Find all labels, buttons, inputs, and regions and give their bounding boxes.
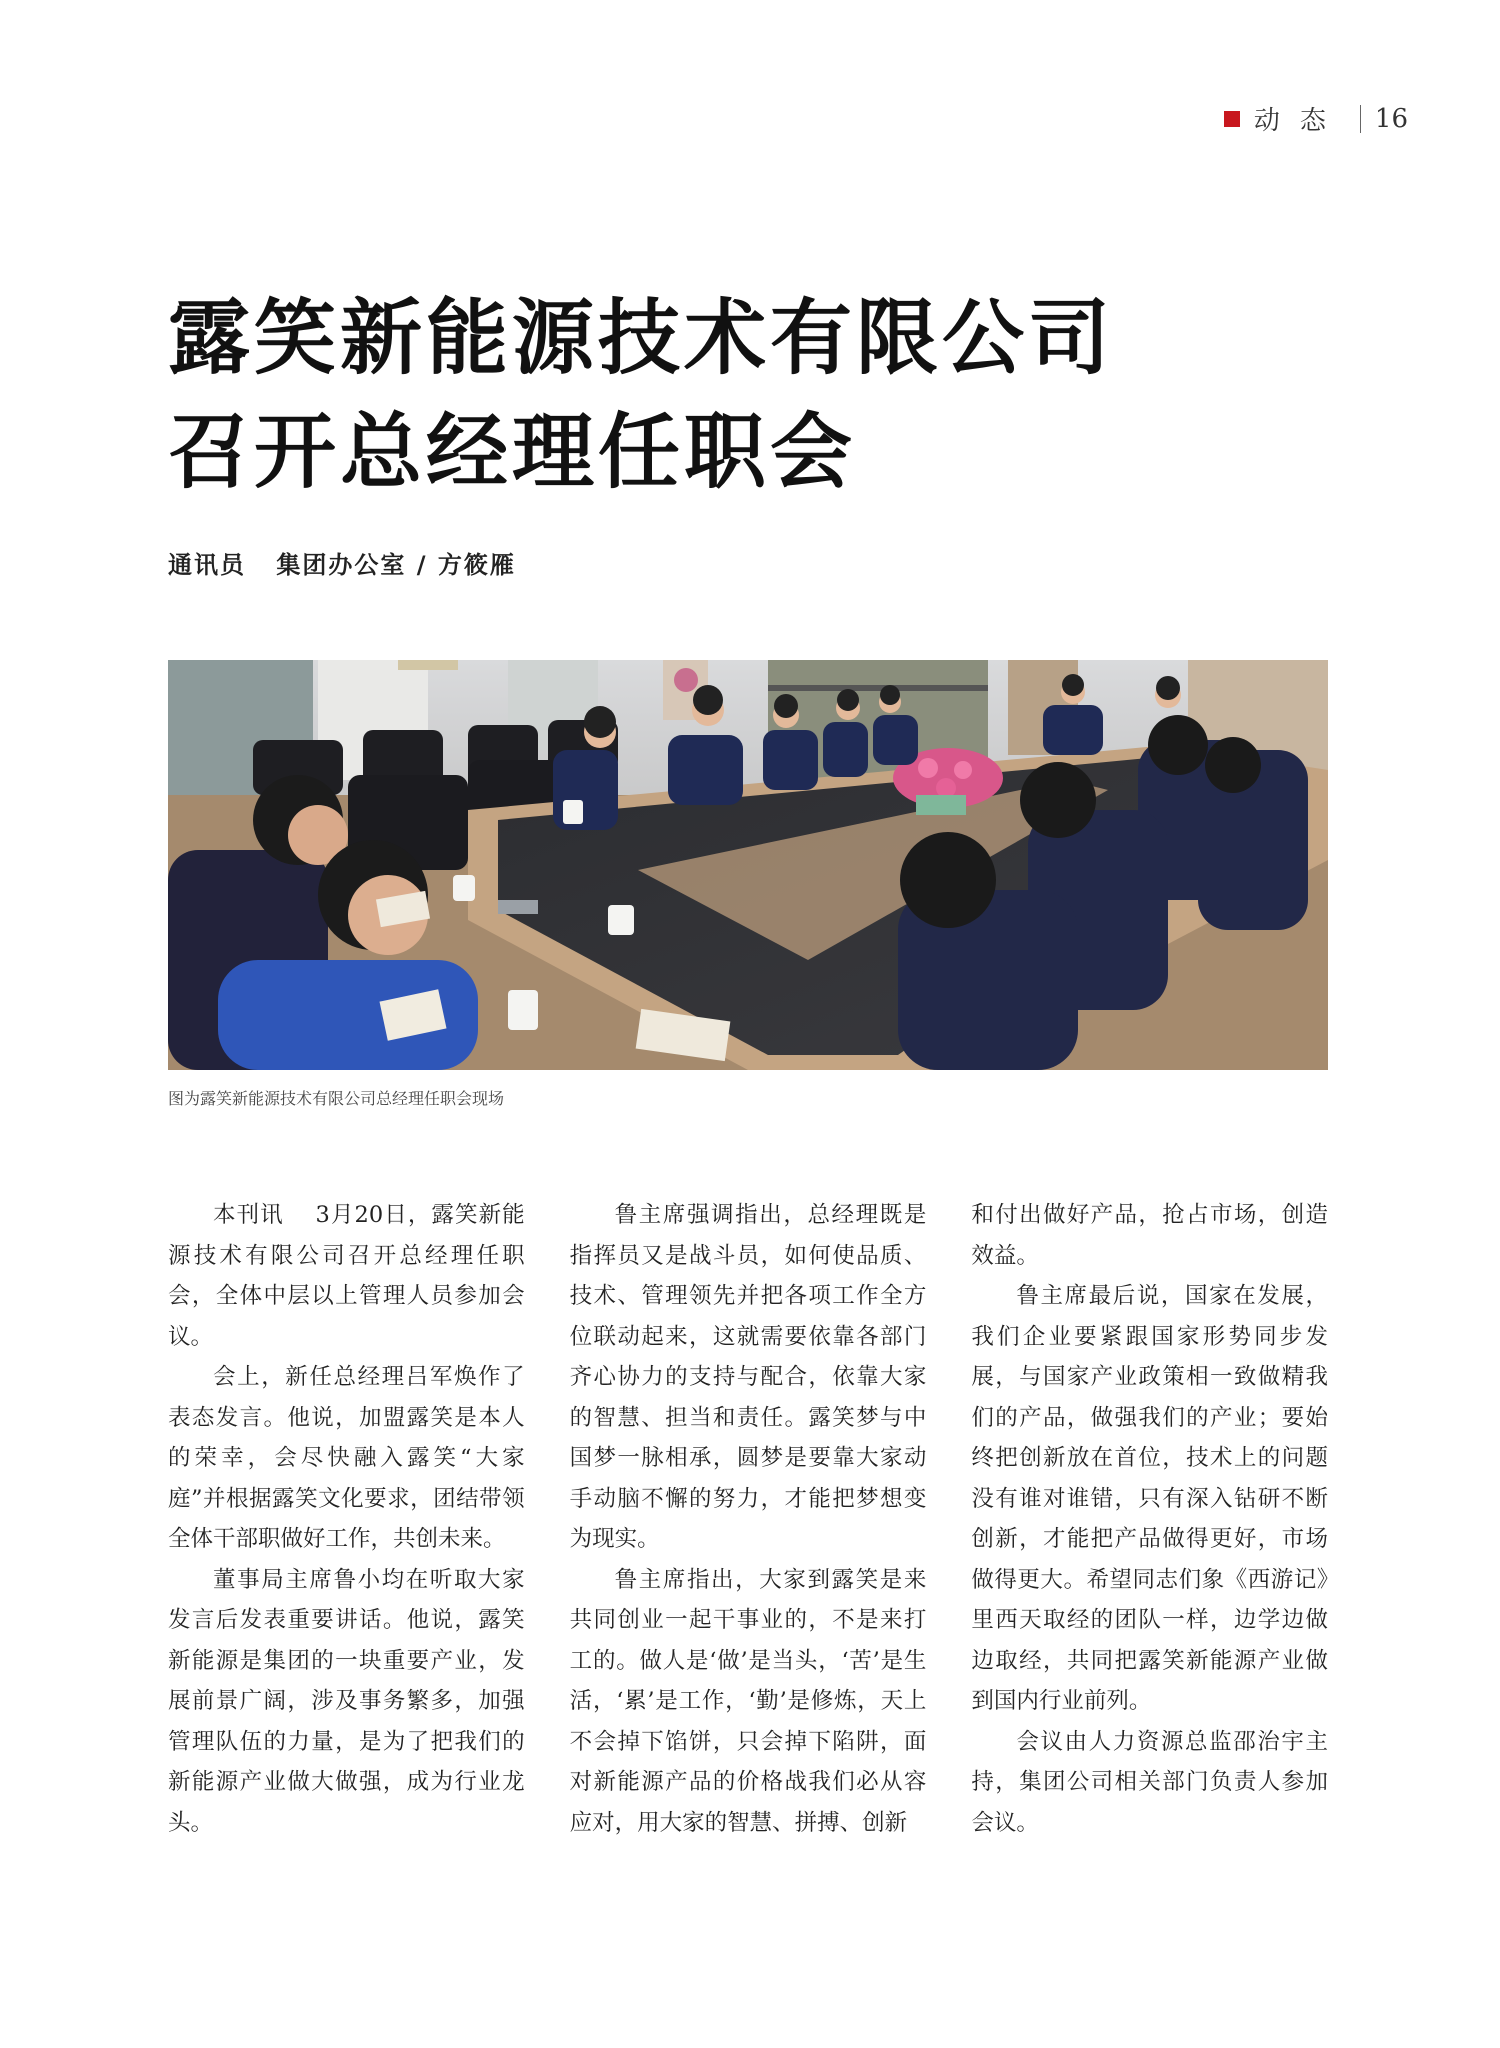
paragraph: 鲁主席强调指出，总经理既是指挥员又是战斗员，如何使品质、技术、管理领先并把各项工作全方位联动起来，这就需要依靠各部门齐心协力的支持与配合，依靠大家的智慧、担当和责任。露笑梦与中国梦一脉相承，圆梦是要靠大家动手动脑不懈的努力，才能把梦想变为现实。 [569, 1202, 927, 1552]
body-column-2 [570, 1195, 927, 1843]
title-line-1: 露笑新能源技术有限公司 [168, 291, 1115, 386]
paragraph: 会上，新任总经理吕军焕作了表态发言。他说，加盟露笑是本人的荣幸，会尽快融入露笑“大家庭”并根据露笑文化要求，团结带领全体干部职做好工作，共创未来。 [168, 1364, 525, 1552]
meeting-photo [168, 660, 1328, 1070]
title-line-2: 召开总经理任职会 [168, 405, 857, 500]
section-label: 动态 [1253, 106, 1346, 136]
article-title [168, 282, 1114, 510]
paragraph: 鲁主席指出，大家到露笑是来共同创业一起干事业的，不是来打工的。做人是‘做’是当头，‘苦’是生活，‘累’是工作，‘勤’是修炼，天上不会掉下馅饼，只会掉下陷阱，面对新能源产品的价格战我们必从容应对，用大家的智慧、拼搏、创新 [569, 1566, 927, 1836]
byline-author: 集团办公室 / 方筱雁 [276, 551, 516, 579]
page-number: 16 [1374, 103, 1408, 134]
paragraph: 会议由人力资源总监邵治宇主持，集团公司相关部门负责人参加会议。 [971, 1728, 1329, 1836]
body-column-1 [168, 1195, 525, 1843]
paragraph-continued: 和付出做好产品，抢占市场，创造效益。 [971, 1202, 1329, 1269]
body-column-3 [971, 1195, 1328, 1843]
section-marker [1224, 111, 1240, 127]
article-body [168, 1195, 1328, 1843]
page-header [1224, 100, 1408, 137]
paragraph: 董事局主席鲁小均在听取大家发言后发表重要讲话。他说，露笑新能源是集团的一块重要产业，发展前景广阔，涉及事务繁多，加强管理队伍的力量，是为了把我们的新能源产业做大做强，成为行业龙头。 [168, 1566, 525, 1836]
byline-role: 通讯员 [168, 551, 246, 579]
byline [168, 545, 516, 580]
photo-caption: 图为露笑新能源技术有限公司总经理任职会现场 [168, 1089, 505, 1108]
paragraph: 鲁主席最后说，国家在发展，我们企业要紧跟国家形势同步发展，与国家产业政策相一致做精我们的产品，做强我们的产业；要始终把创新放在首位，技术上的问题没有谁对谁错，只有深入钻研不断创新，才能把产品做得更好，市场做得更大。希望同志们象《西游记》里西天取经的团队一样，边学边做边取经，共同把露笑新能源产业做到国内行业前列。 [971, 1283, 1329, 1714]
paragraph: 本刊讯 3月20日，露笑新能源技术有限公司召开总经理任职会，全体中层以上管理人员参加会议。 [168, 1202, 525, 1350]
header-divider [1360, 105, 1361, 133]
meeting-photo-illustration [168, 660, 1328, 1070]
